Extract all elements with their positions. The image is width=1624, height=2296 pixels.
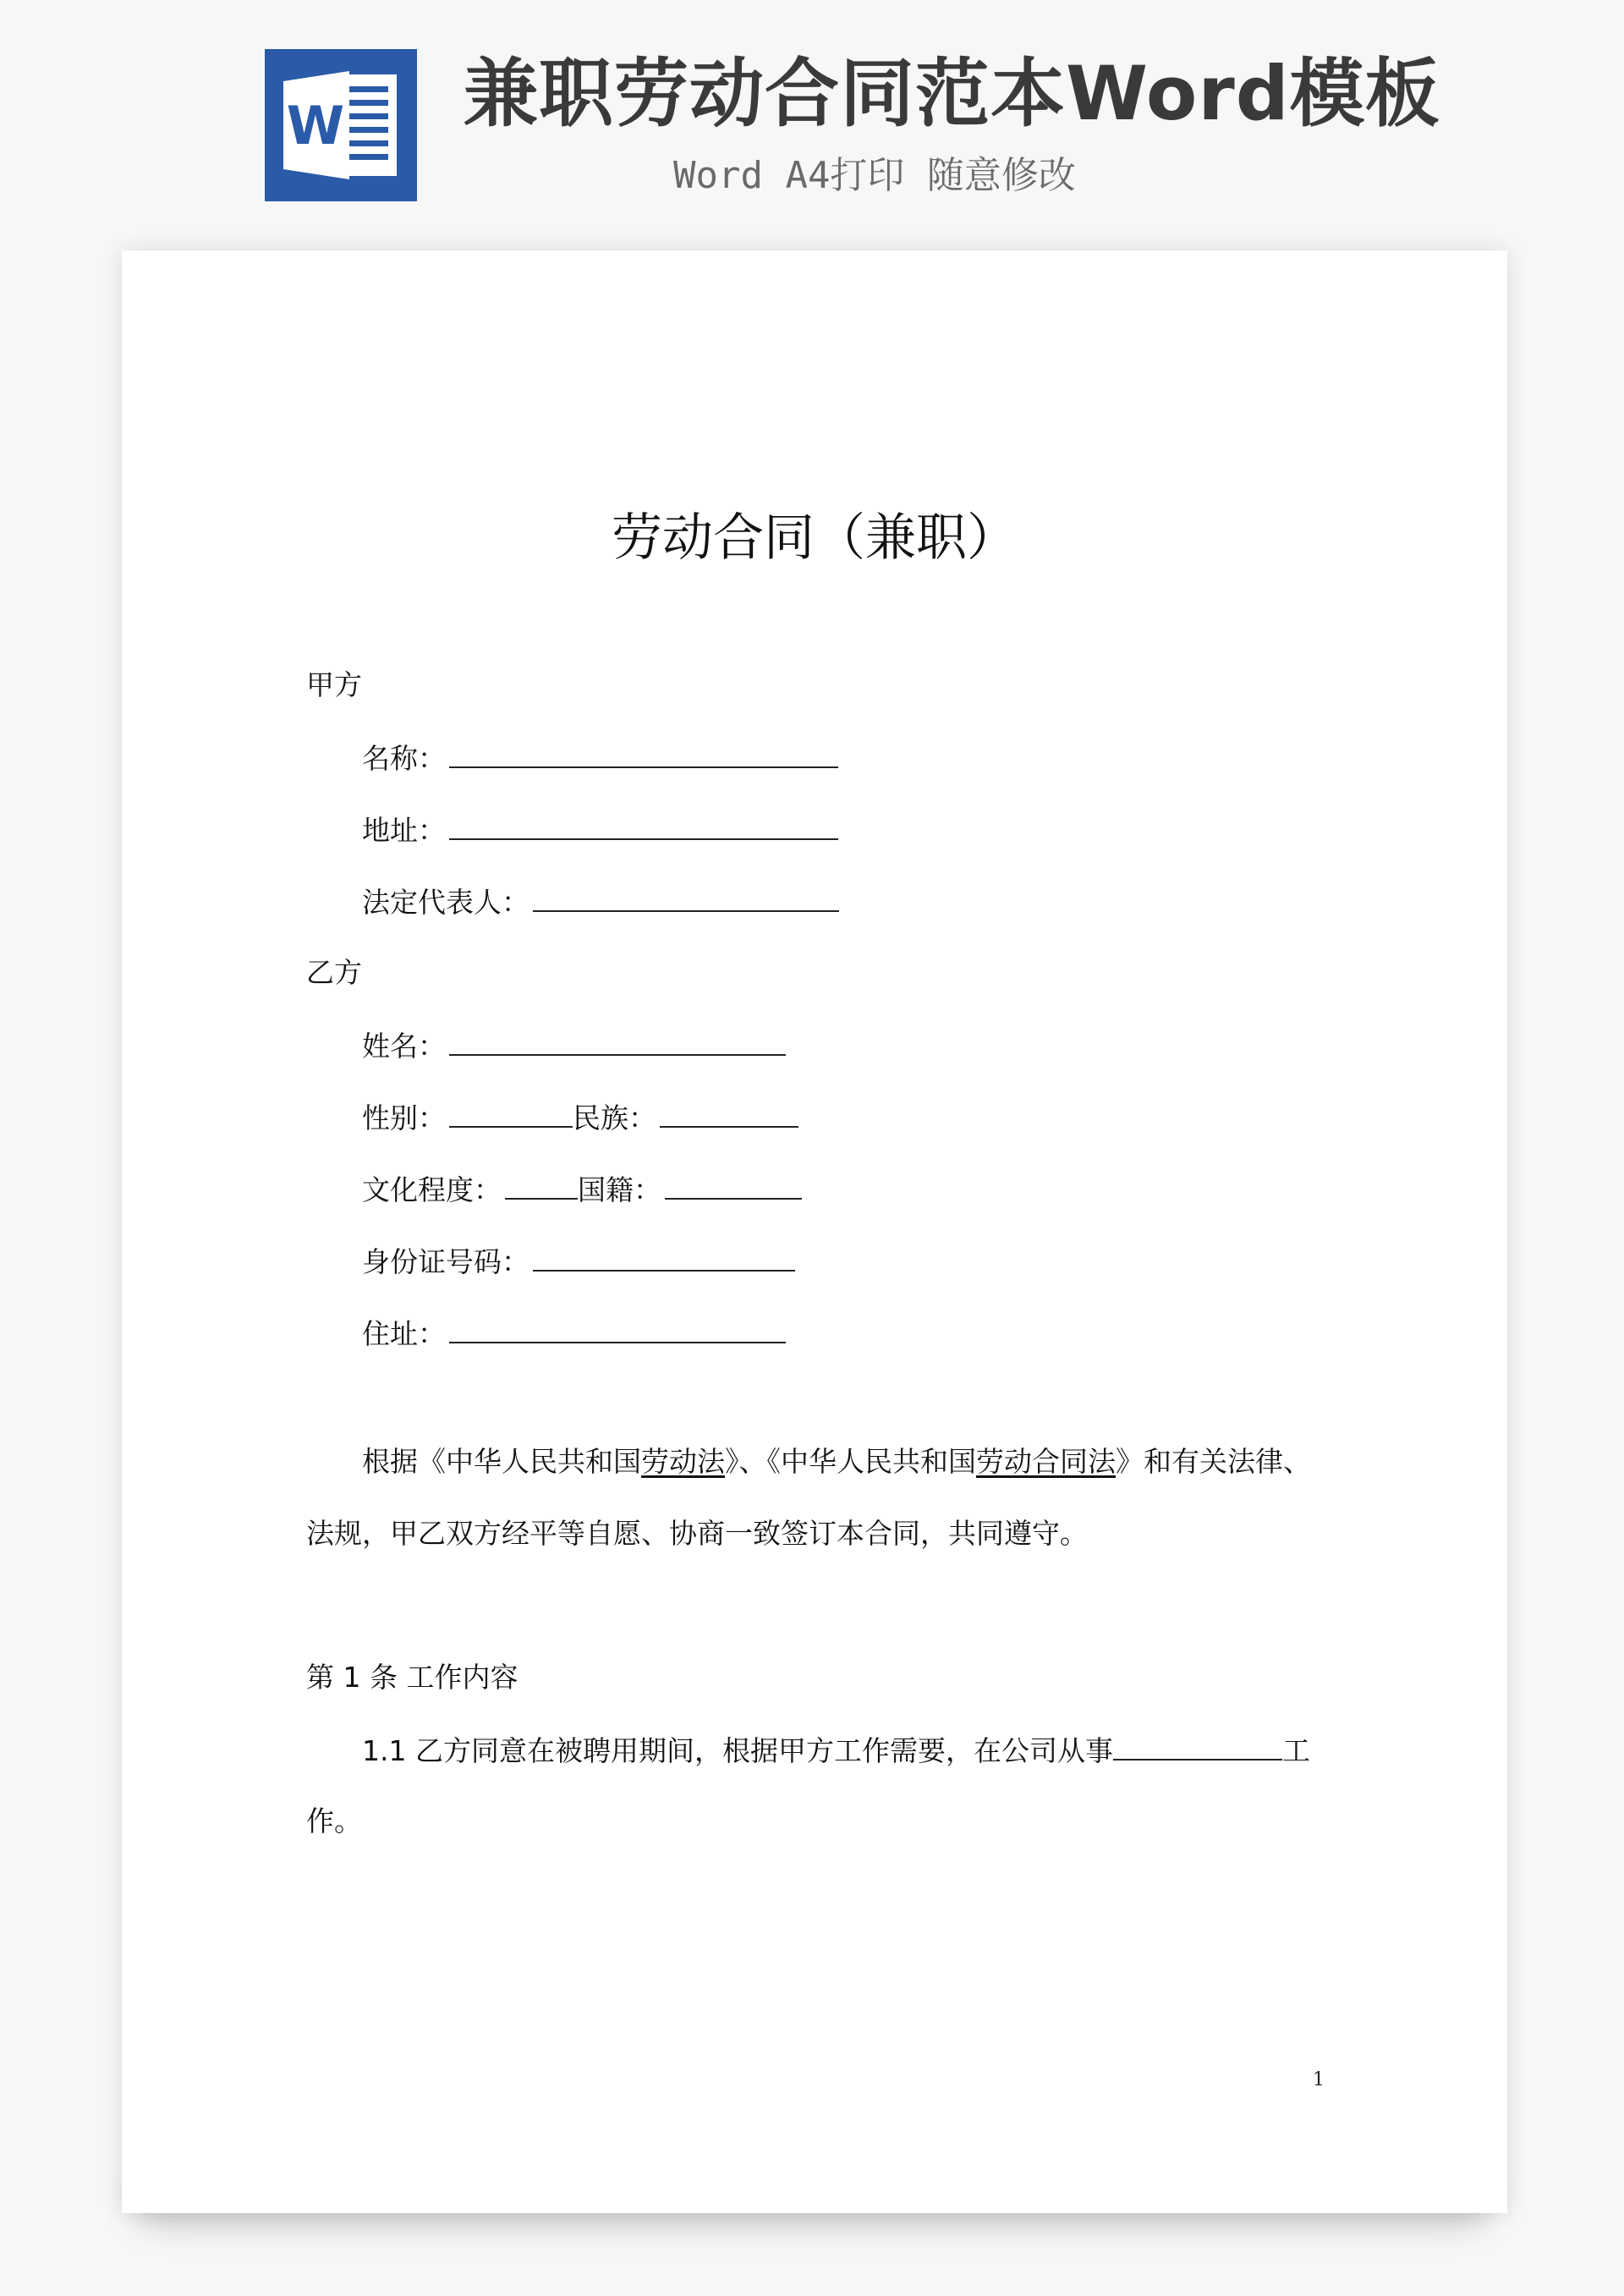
clause-1-1-text: 1.1 乙方同意在被聘用期间，根据甲方工作需要，在公司从事 [362,1734,1113,1767]
party-b-name-label: 姓名： [362,1030,446,1063]
party-b-name-field[interactable] [449,1025,786,1056]
party-b-nationality-field[interactable] [665,1169,802,1200]
word-logo-icon [265,49,417,201]
party-a-name-row [362,738,838,778]
article-1-clause-1 [362,1730,1310,1771]
preamble-line-1 [362,1442,1311,1481]
party-b-address-row [362,1313,786,1354]
party-a-heading: 甲方 [306,668,362,701]
labor-contract-law-link[interactable]: 劳动合同法 [976,1445,1116,1478]
party-b-heading: 乙方 [306,956,362,989]
party-b-ethnicity-field[interactable] [660,1097,798,1128]
party-b-education-row [362,1169,802,1210]
banner-title: 兼职劳动合同范本Word模板 [464,50,1440,137]
party-b-gender-row [362,1097,798,1138]
party-b-id-row [362,1241,795,1282]
party-b-nationality-label: 国籍： [578,1173,661,1206]
party-a-address-field[interactable] [449,810,838,840]
document-page [122,250,1507,2213]
party-a-rep-label: 法定代表人： [362,886,529,919]
party-b-ethnicity-label: 民族： [573,1101,656,1134]
page-number: 1 [1313,2069,1325,2090]
article-1-heading: 第 1 条 工作内容 [306,1661,518,1694]
party-a-name-field[interactable] [449,738,838,768]
party-b-address-field[interactable] [449,1313,786,1343]
party-b-education-label: 文化程度： [362,1173,502,1206]
job-field[interactable] [1113,1730,1282,1760]
party-b-id-label: 身份证号码： [362,1245,529,1278]
party-b-gender-label: 性别： [362,1101,446,1134]
party-a-address-label: 地址： [362,814,446,847]
preamble-part-3: 》和有关法律、 [1116,1445,1311,1478]
party-a-rep-row [362,882,839,922]
party-b-address-label: 住址： [362,1317,446,1350]
article-1-clause-1-wrap: 作。 [306,1804,362,1837]
party-a-address-row [362,810,838,850]
word-logo-letter: W [286,95,345,157]
labor-law-link[interactable]: 劳动法 [641,1445,725,1478]
party-a-name-label: 名称： [362,742,446,775]
preamble-part-2: 》、《中华人民共和国 [725,1445,976,1478]
preamble-part-1: 根据《中华人民共和国 [362,1445,641,1478]
preamble-line-2: 法规，甲乙双方经平等自愿、协商一致签订本合同，共同遵守。 [306,1517,1088,1550]
party-b-id-field[interactable] [533,1241,795,1272]
banner-subtitle: Word A4打印 随意修改 [673,154,1076,197]
clause-1-1-end: 工 [1281,1734,1310,1767]
party-a-rep-field[interactable] [533,882,839,912]
document-title: 劳动合同（兼职） [612,508,1018,568]
party-b-gender-field[interactable] [449,1097,573,1128]
party-b-education-field[interactable] [505,1169,578,1200]
party-b-name-row [362,1025,786,1066]
